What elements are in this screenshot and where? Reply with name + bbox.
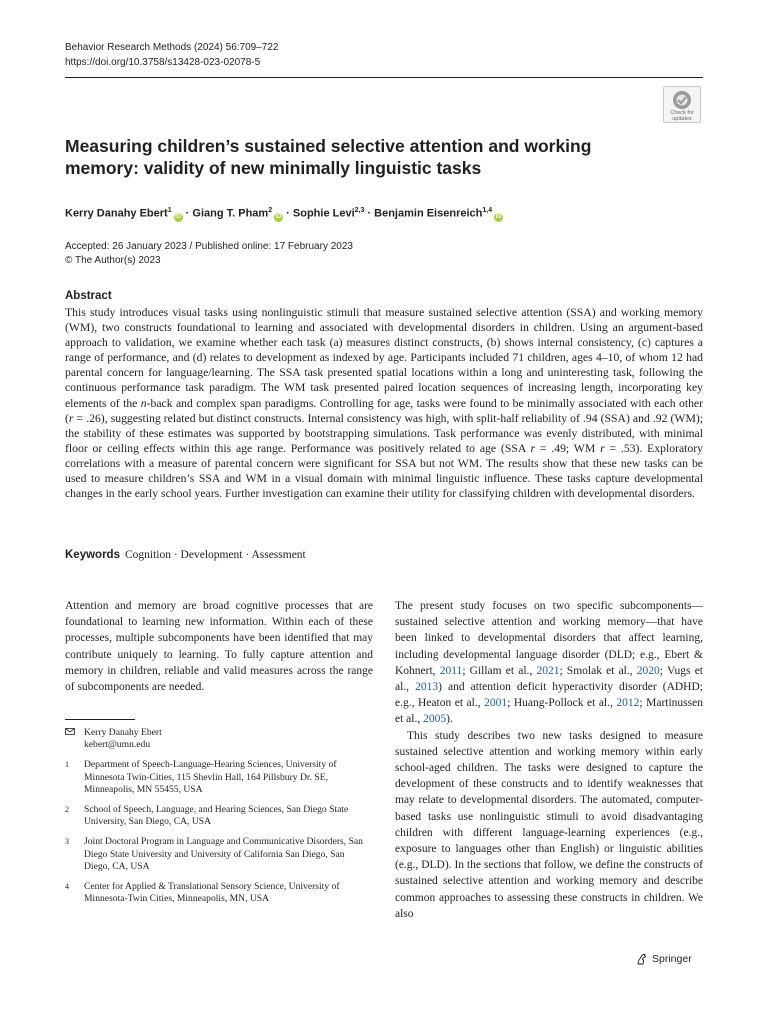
author-affiliation: 1 <box>167 207 172 214</box>
abstract-italic: n <box>140 396 147 410</box>
publisher-logo <box>636 953 692 965</box>
abstract-italic: r <box>68 411 74 425</box>
author-name[interactable]: Benjamin Eisenreich <box>374 207 483 220</box>
publisher-name: Springer <box>652 953 692 965</box>
author-affiliation: 2,3 <box>354 207 365 214</box>
author-affiliation: 2 <box>268 207 273 214</box>
citation-link[interactable]: 2021 <box>536 664 560 677</box>
affiliation-note <box>65 804 365 828</box>
citation-link[interactable]: 2020 <box>636 664 660 677</box>
body-text: The present study focuses on two specific subcomponents—sustained selective attention and working memory—that have been linked to developmental disorders that affect learning, including developmental language disorder (DLD; e.g., Ebert & Kohnert, <box>395 600 703 677</box>
keywords <box>65 549 306 561</box>
body-text: ; Huang-Pollock et al., <box>507 697 617 710</box>
affiliation-text: Center for Applied & Translational Sensory Science, University of Minnesota-Twin Cities, Minneapolis, MN, USA <box>84 881 340 905</box>
abstract-text: = .49; WM <box>535 441 601 455</box>
author-separator: · <box>182 207 193 220</box>
affiliation-number: 4 <box>65 882 69 892</box>
keywords-label: Keywords <box>65 549 120 561</box>
orcid-icon[interactable]: iD <box>275 213 282 220</box>
abstract-heading: Abstract <box>65 290 112 302</box>
affiliation-note <box>65 881 365 905</box>
abstract-text: = .53). Exploratory correlations with a measure of parental concern were significant for SSA but not WM. The results show that these new tasks can be used to measure children’s SSA and WM in a visual domain with minimal linguistic influence. These tasks capture developmental changes in the early school years. Further investigation can examine their utility for classifying children with developmental disorders. <box>65 441 704 501</box>
citation-link[interactable]: 2013 <box>415 681 439 694</box>
copyright-line: © The Author(s) 2023 <box>65 254 161 266</box>
intro-paragraph-2: This study describes two new tasks designed to measure sustained selective attention and working memory within early school-aged children. The tasks were designed to capture the development of these constructs and to identify weaknesses that may relate to developmental disorders. The automated, computer-based tasks use nonlinguistic stimuli to avoid disadvantaging children with different language-learning experiences (e.g., exposure to languages other than English) or linguistic abilities (e.g., DLD). In the sections that follow, we define the constructs of sustained selective attention and working memory and describe common approaches to assessing these constructs in children. We also <box>395 729 703 920</box>
journal-header <box>65 40 278 70</box>
keywords-list: Cognition · Development · Assessment <box>124 549 306 561</box>
affiliation-text: Department of Speech-Language-Hearing Sciences, University of Minnesota Twin-Cities, 115 Shevlin Hall, 164 Pillsbury Dr. SE, Minneapolis, MN 55455, USA <box>84 759 337 795</box>
corresponding-email[interactable]: kebert@umn.edu <box>84 739 151 751</box>
author-list <box>65 203 503 222</box>
intro-right-column <box>395 598 703 922</box>
affiliation-number: 1 <box>65 760 69 770</box>
body-text: ). <box>446 713 453 726</box>
author-affiliation: 1,4 <box>482 207 493 214</box>
abstract-italic: r <box>600 441 605 455</box>
citation-link[interactable]: 2012 <box>616 697 640 710</box>
publication-dates <box>65 240 353 267</box>
affiliation-note <box>65 759 365 796</box>
intro-paragraph-left: Attention and memory are broad cognitive processes that are foundational to learning new information. Within each of these processes, multiple subcomponents have been identified that may contribute uniquely to learning. To fully capture attention and memory in children, reliable and valid measures across the range of subcomponents are needed. <box>65 600 373 694</box>
journal-citation: Behavior Research Methods (2024) 56:709–722 <box>65 42 279 53</box>
citation-link[interactable]: 2001 <box>484 697 508 710</box>
envelope-icon <box>65 728 75 735</box>
abstract-text: = .26), suggesting related but distinct constructs. Internal consistency was high, with split-half reliability of .94 (SSA) and .92 (WM); the stability of these estimates was supported by bootstrapping simulations. Task performance was evenly distributed, with minimal floor or ceiling effects within this age range. Performance was positively related to age (SSA <box>65 411 703 455</box>
body-text: ) and attention deficit hyperactivity disorder (ADHD; e.g., Heaton et al., <box>395 681 703 710</box>
doi-link[interactable]: https://doi.org/10.3758/s13428-023-02078-5 <box>65 57 261 68</box>
paper-title: Measuring children’s sustained selective attention and working memory: validity of new minimally linguistic tasks <box>65 136 592 178</box>
corresponding-name: Kerry Danahy Ebert <box>84 727 162 738</box>
citation-link[interactable]: 2011 <box>439 664 463 677</box>
orcid-icon[interactable]: iD <box>175 213 182 220</box>
affiliation-note <box>65 836 365 873</box>
accepted-published-line: Accepted: 26 January 2023 / Published online: 17 February 2023 <box>65 241 353 252</box>
author-name[interactable]: Sophie Levi <box>292 207 355 220</box>
footnotes <box>65 727 365 913</box>
author-separator: · <box>364 207 375 220</box>
check-for-updates-badge[interactable] <box>663 86 701 123</box>
affiliation-number: 3 <box>65 837 69 847</box>
affiliation-text: School of Speech, Language, and Hearing Sciences, San Diego State University, San Diego, CA, USA <box>84 804 349 828</box>
body-text: ; Vugs et al., <box>395 664 703 694</box>
springer-horse-icon <box>636 953 648 965</box>
orcid-icon[interactable]: iD <box>495 213 502 220</box>
badge-line-2: updates <box>672 116 692 122</box>
body-text: ; Martinussen et al., <box>395 697 703 726</box>
affiliation-text: Joint Doctoral Program in Language and Communicative Disorders, San Diego State University and University of California San Diego, San Diego, CA, USA <box>84 836 363 872</box>
body-text: ; Gillam et al., <box>462 664 537 677</box>
abstract-body <box>65 305 703 501</box>
header-rule <box>65 77 703 78</box>
badge-line-1: Check for <box>670 110 694 116</box>
footnote-rule <box>65 719 135 720</box>
check-updates-icon <box>672 90 692 110</box>
affiliation-number: 2 <box>65 805 69 815</box>
abstract-text: This study introduces visual tasks using nonlinguistic stimuli that measure sustained selective attention (SSA) and working memory (WM), two constructs foundational to learning and associated with developmental disorders in children. Using an argument-based approach to validation, we examine whether each task (a) measures distinct constructs, (b) shows internal consistency, (c) captures a range of performance, and (d) relates to development as indexed by age. Participants included 71 children, ages 4–10, of whom 12 had parental concern for language/learning. The SSA task presented spatial locations within a long and uninteresting task, following the continuous performance task paradigm. The WM task presented paired location sequences of increasing length, incorporating key elements of the <box>65 306 703 410</box>
author-separator: · <box>283 207 293 220</box>
corresponding-author <box>65 727 365 751</box>
author-name[interactable]: Kerry Danahy Ebert <box>65 207 168 220</box>
intro-paragraph-1 <box>395 598 703 728</box>
citation-link[interactable]: 2005 <box>423 713 447 726</box>
body-text: ; Smolak et al., <box>559 664 637 677</box>
author-name[interactable]: Giang T. Pham <box>192 207 269 220</box>
abstract-text: -back and complex span paradigms. Controlling for age, tasks were found to be minimally associated with each other ( <box>65 396 703 425</box>
abstract-italic: r <box>530 441 536 455</box>
